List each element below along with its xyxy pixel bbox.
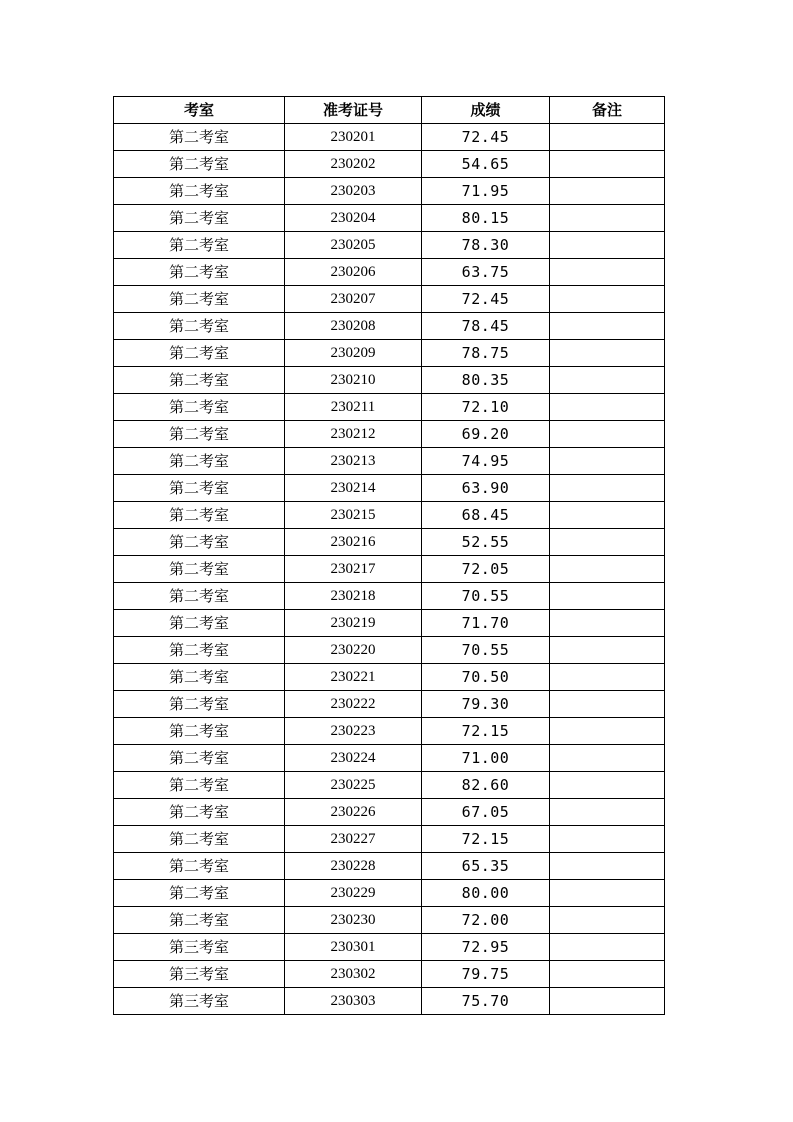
exam-id-cell: 230214 xyxy=(285,475,422,502)
table-row xyxy=(114,151,665,178)
exam-id-cell: 230219 xyxy=(285,610,422,637)
table-row xyxy=(114,205,665,232)
score-cell: 72.15 xyxy=(422,718,550,745)
table-row xyxy=(114,394,665,421)
exam-id-cell: 230203 xyxy=(285,178,422,205)
score-cell: 82.60 xyxy=(422,772,550,799)
room-cell: 第二考室 xyxy=(114,880,285,907)
room-cell: 第二考室 xyxy=(114,718,285,745)
note-cell xyxy=(550,475,665,502)
exam-id-cell: 230212 xyxy=(285,421,422,448)
room-cell: 第二考室 xyxy=(114,691,285,718)
score-cell: 70.50 xyxy=(422,664,550,691)
exam-id-cell: 230213 xyxy=(285,448,422,475)
note-cell xyxy=(550,448,665,475)
note-cell xyxy=(550,853,665,880)
room-cell: 第二考室 xyxy=(114,178,285,205)
room-cell: 第二考室 xyxy=(114,448,285,475)
room-cell: 第二考室 xyxy=(114,610,285,637)
score-cell: 65.35 xyxy=(422,853,550,880)
table-row xyxy=(114,502,665,529)
score-cell: 79.30 xyxy=(422,691,550,718)
score-cell: 67.05 xyxy=(422,799,550,826)
room-cell: 第二考室 xyxy=(114,502,285,529)
score-cell: 54.65 xyxy=(422,151,550,178)
score-cell: 72.45 xyxy=(422,286,550,313)
exam-id-cell: 230218 xyxy=(285,583,422,610)
exam-id-cell: 230222 xyxy=(285,691,422,718)
note-cell xyxy=(550,367,665,394)
exam-id-cell: 230204 xyxy=(285,205,422,232)
table-row xyxy=(114,340,665,367)
table-row xyxy=(114,637,665,664)
note-cell xyxy=(550,232,665,259)
note-cell xyxy=(550,529,665,556)
exam-id-cell: 230224 xyxy=(285,745,422,772)
exam-id-cell: 230209 xyxy=(285,340,422,367)
score-cell: 72.15 xyxy=(422,826,550,853)
exam-id-cell: 230205 xyxy=(285,232,422,259)
table-row xyxy=(114,907,665,934)
score-cell: 71.00 xyxy=(422,745,550,772)
exam-id-cell: 230229 xyxy=(285,880,422,907)
score-cell: 78.45 xyxy=(422,313,550,340)
score-cell: 70.55 xyxy=(422,583,550,610)
table-row xyxy=(114,718,665,745)
exam-id-cell: 230225 xyxy=(285,772,422,799)
exam-id-cell: 230207 xyxy=(285,286,422,313)
table-row xyxy=(114,367,665,394)
note-cell xyxy=(550,961,665,988)
score-cell: 52.55 xyxy=(422,529,550,556)
room-cell: 第二考室 xyxy=(114,907,285,934)
table-row xyxy=(114,178,665,205)
header-room: 考室 xyxy=(114,97,285,124)
table-row xyxy=(114,610,665,637)
score-cell: 69.20 xyxy=(422,421,550,448)
score-cell: 74.95 xyxy=(422,448,550,475)
table-row xyxy=(114,880,665,907)
room-cell: 第二考室 xyxy=(114,340,285,367)
exam-id-cell: 230221 xyxy=(285,664,422,691)
table-row xyxy=(114,529,665,556)
exam-id-cell: 230220 xyxy=(285,637,422,664)
note-cell xyxy=(550,502,665,529)
table-row xyxy=(114,934,665,961)
exam-id-cell: 230201 xyxy=(285,124,422,151)
room-cell: 第二考室 xyxy=(114,259,285,286)
room-cell: 第二考室 xyxy=(114,475,285,502)
note-cell xyxy=(550,583,665,610)
note-cell xyxy=(550,718,665,745)
score-cell: 68.45 xyxy=(422,502,550,529)
room-cell: 第二考室 xyxy=(114,151,285,178)
header-row xyxy=(114,97,665,124)
exam-id-cell: 230210 xyxy=(285,367,422,394)
room-cell: 第三考室 xyxy=(114,988,285,1015)
table-row xyxy=(114,745,665,772)
score-table xyxy=(113,96,665,1015)
exam-id-cell: 230206 xyxy=(285,259,422,286)
room-cell: 第二考室 xyxy=(114,799,285,826)
score-cell: 79.75 xyxy=(422,961,550,988)
room-cell: 第二考室 xyxy=(114,772,285,799)
table-row xyxy=(114,583,665,610)
room-cell: 第二考室 xyxy=(114,637,285,664)
exam-id-cell: 230217 xyxy=(285,556,422,583)
table-row xyxy=(114,421,665,448)
table-row xyxy=(114,988,665,1015)
exam-id-cell: 230228 xyxy=(285,853,422,880)
table-row xyxy=(114,961,665,988)
room-cell: 第二考室 xyxy=(114,583,285,610)
header-exam-id: 准考证号 xyxy=(285,97,422,124)
room-cell: 第二考室 xyxy=(114,745,285,772)
room-cell: 第二考室 xyxy=(114,286,285,313)
note-cell xyxy=(550,934,665,961)
table-row xyxy=(114,772,665,799)
score-cell: 71.95 xyxy=(422,178,550,205)
score-cell: 80.00 xyxy=(422,880,550,907)
score-cell: 72.05 xyxy=(422,556,550,583)
note-cell xyxy=(550,124,665,151)
exam-id-cell: 230302 xyxy=(285,961,422,988)
note-cell xyxy=(550,745,665,772)
score-cell: 63.75 xyxy=(422,259,550,286)
room-cell: 第二考室 xyxy=(114,421,285,448)
note-cell xyxy=(550,556,665,583)
note-cell xyxy=(550,637,665,664)
exam-id-cell: 230226 xyxy=(285,799,422,826)
table-body xyxy=(114,124,665,1015)
header-score: 成绩 xyxy=(422,97,550,124)
score-cell: 72.95 xyxy=(422,934,550,961)
note-cell xyxy=(550,421,665,448)
score-cell: 80.15 xyxy=(422,205,550,232)
exam-id-cell: 230301 xyxy=(285,934,422,961)
score-cell: 72.45 xyxy=(422,124,550,151)
score-cell: 72.00 xyxy=(422,907,550,934)
table-row xyxy=(114,799,665,826)
table-row xyxy=(114,691,665,718)
room-cell: 第二考室 xyxy=(114,205,285,232)
score-cell: 75.70 xyxy=(422,988,550,1015)
score-cell: 78.75 xyxy=(422,340,550,367)
room-cell: 第二考室 xyxy=(114,529,285,556)
score-cell: 78.30 xyxy=(422,232,550,259)
table-row xyxy=(114,286,665,313)
table-row xyxy=(114,124,665,151)
note-cell xyxy=(550,151,665,178)
score-cell: 80.35 xyxy=(422,367,550,394)
room-cell: 第二考室 xyxy=(114,826,285,853)
table-row xyxy=(114,664,665,691)
note-cell xyxy=(550,610,665,637)
exam-id-cell: 230230 xyxy=(285,907,422,934)
room-cell: 第二考室 xyxy=(114,853,285,880)
exam-id-cell: 230211 xyxy=(285,394,422,421)
exam-id-cell: 230215 xyxy=(285,502,422,529)
score-cell: 72.10 xyxy=(422,394,550,421)
note-cell xyxy=(550,178,665,205)
header-note: 备注 xyxy=(550,97,665,124)
table-row xyxy=(114,853,665,880)
table-row xyxy=(114,475,665,502)
note-cell xyxy=(550,664,665,691)
exam-id-cell: 230216 xyxy=(285,529,422,556)
score-cell: 71.70 xyxy=(422,610,550,637)
note-cell xyxy=(550,394,665,421)
note-cell xyxy=(550,880,665,907)
score-cell: 70.55 xyxy=(422,637,550,664)
room-cell: 第三考室 xyxy=(114,961,285,988)
score-cell: 63.90 xyxy=(422,475,550,502)
table-row xyxy=(114,826,665,853)
room-cell: 第二考室 xyxy=(114,313,285,340)
exam-id-cell: 230223 xyxy=(285,718,422,745)
room-cell: 第二考室 xyxy=(114,556,285,583)
table-row xyxy=(114,259,665,286)
exam-id-cell: 230202 xyxy=(285,151,422,178)
note-cell xyxy=(550,286,665,313)
note-cell xyxy=(550,772,665,799)
room-cell: 第二考室 xyxy=(114,232,285,259)
exam-id-cell: 230227 xyxy=(285,826,422,853)
table-row xyxy=(114,556,665,583)
room-cell: 第二考室 xyxy=(114,124,285,151)
table-row xyxy=(114,313,665,340)
note-cell xyxy=(550,340,665,367)
note-cell xyxy=(550,313,665,340)
room-cell: 第二考室 xyxy=(114,367,285,394)
exam-id-cell: 230303 xyxy=(285,988,422,1015)
note-cell xyxy=(550,205,665,232)
note-cell xyxy=(550,799,665,826)
note-cell xyxy=(550,691,665,718)
room-cell: 第二考室 xyxy=(114,664,285,691)
room-cell: 第二考室 xyxy=(114,394,285,421)
note-cell xyxy=(550,826,665,853)
table-row xyxy=(114,232,665,259)
note-cell xyxy=(550,988,665,1015)
room-cell: 第三考室 xyxy=(114,934,285,961)
exam-id-cell: 230208 xyxy=(285,313,422,340)
note-cell xyxy=(550,907,665,934)
table-row xyxy=(114,448,665,475)
note-cell xyxy=(550,259,665,286)
